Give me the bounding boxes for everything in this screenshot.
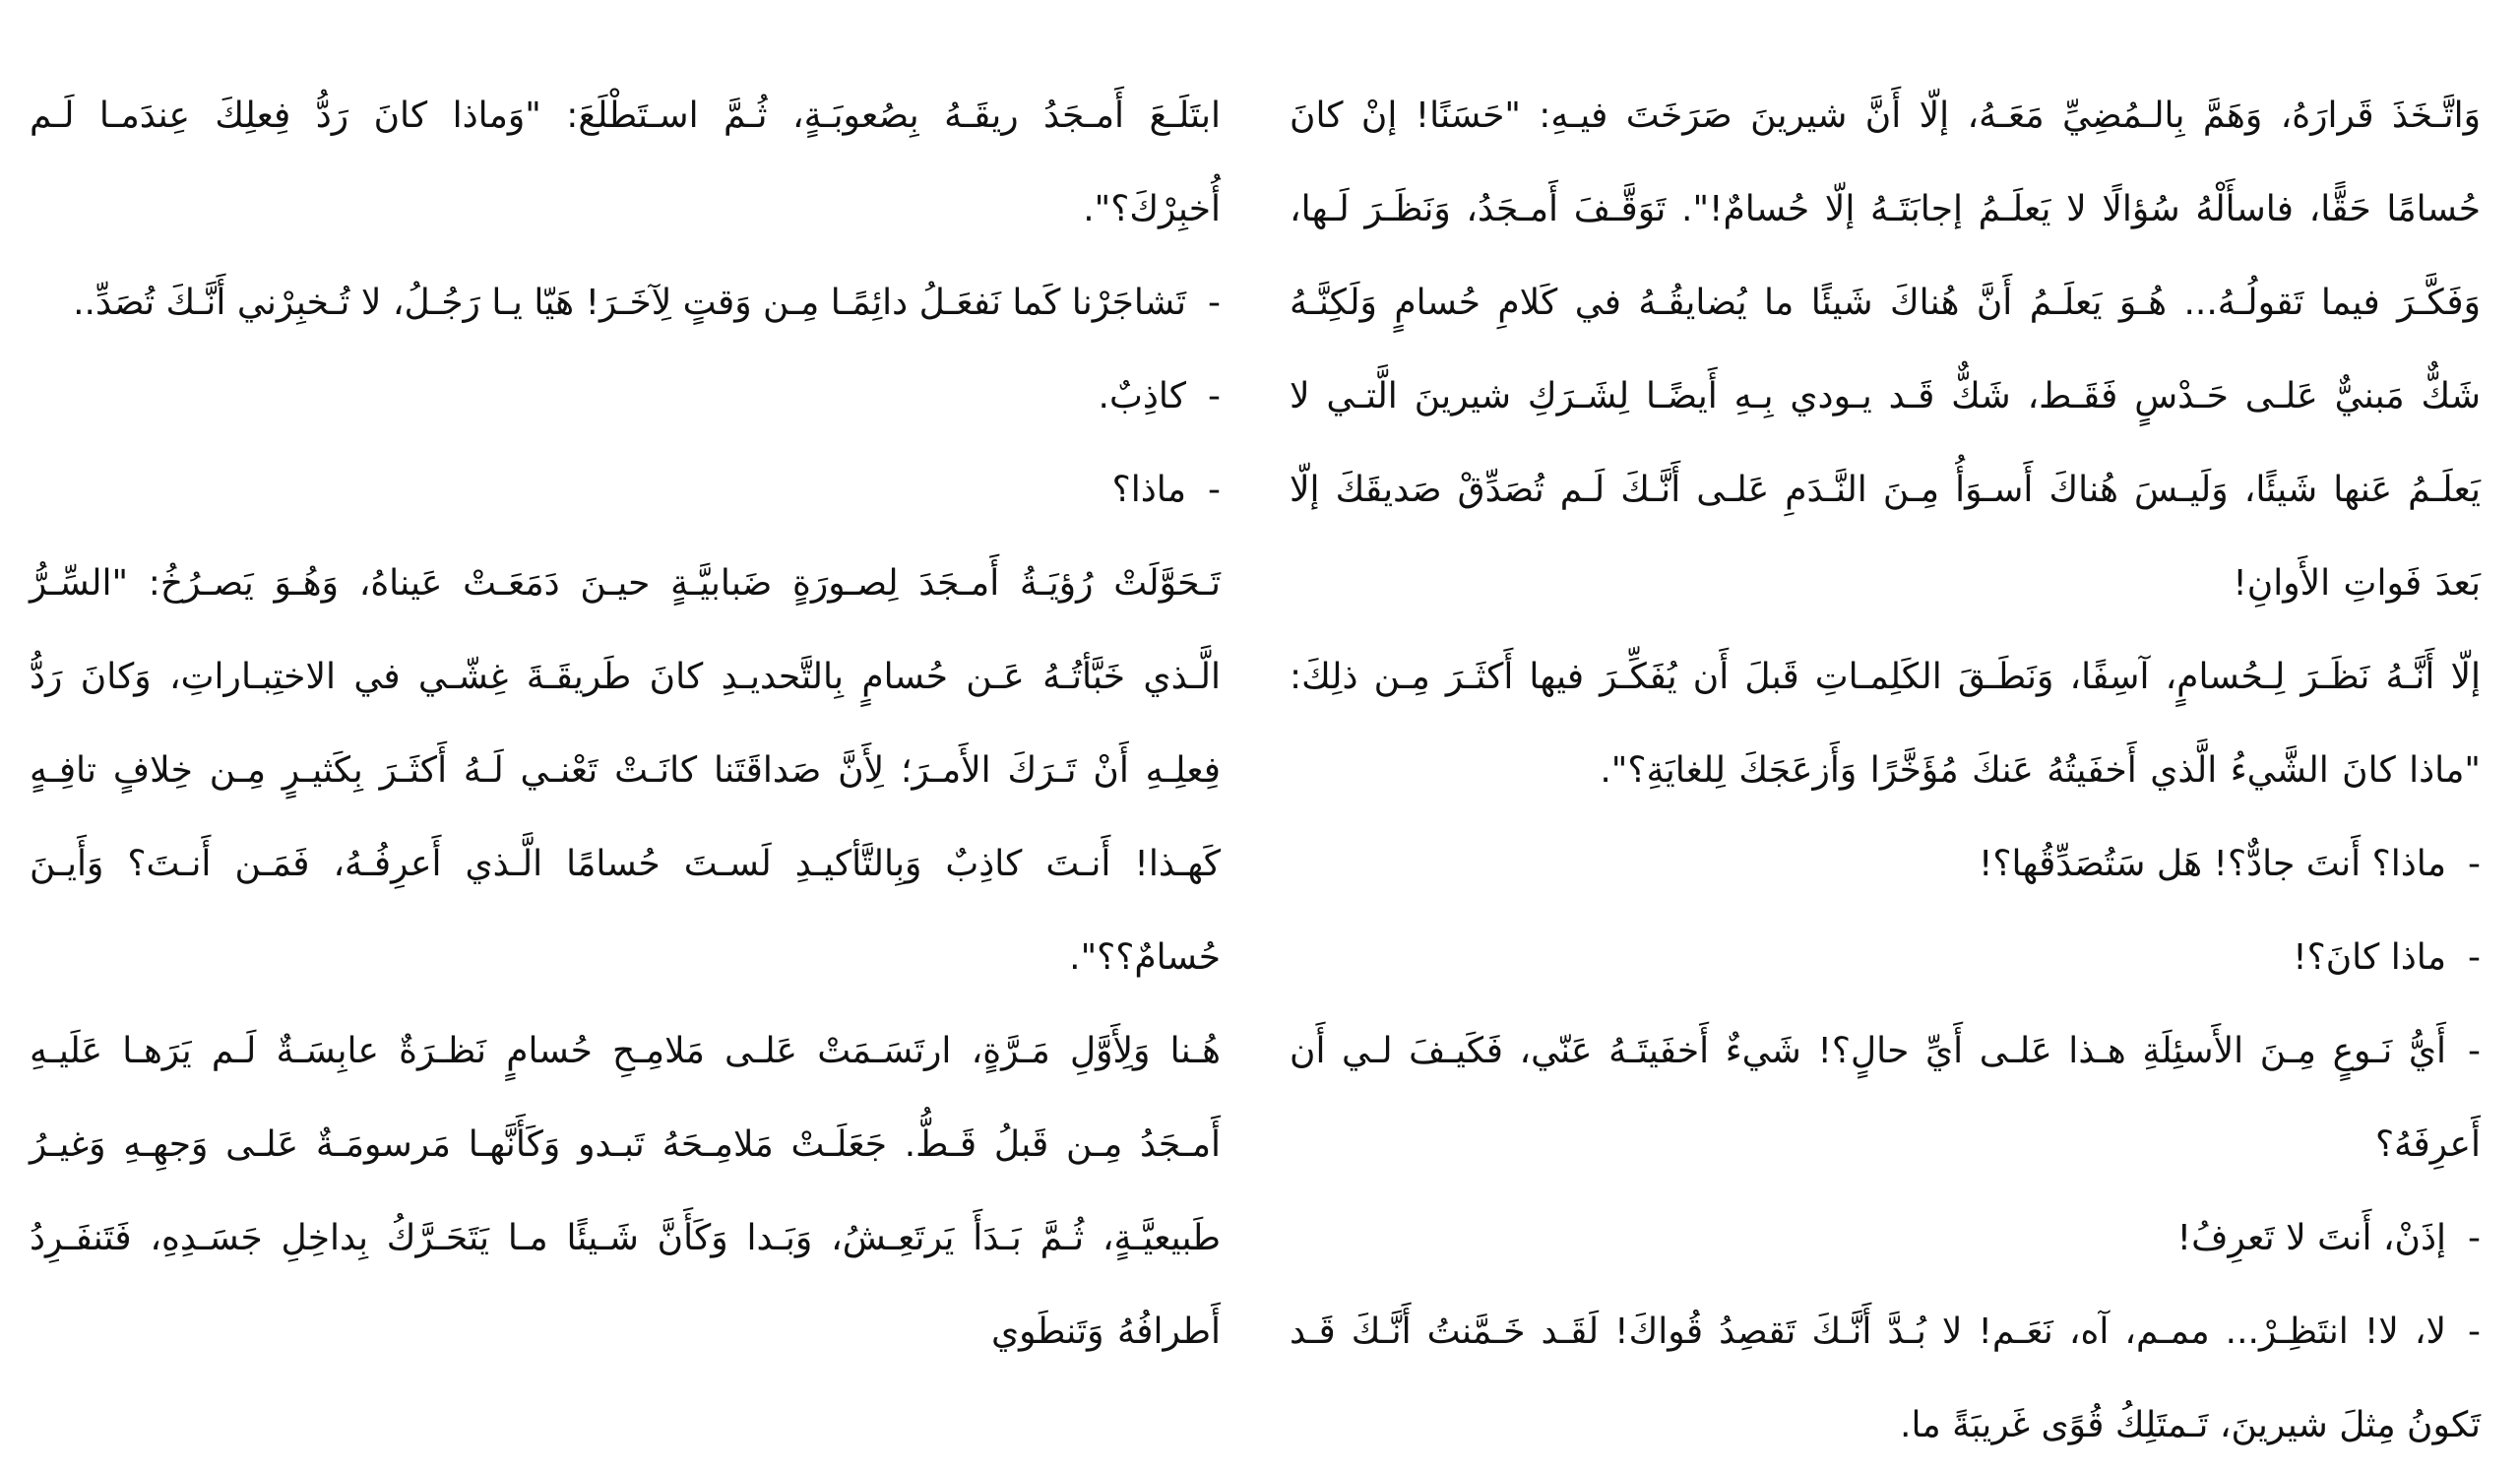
dialogue-text: ماذا؟ bbox=[1111, 470, 1186, 510]
right-text-column bbox=[1290, 69, 2481, 1472]
dialogue-dash: - bbox=[1208, 376, 1221, 416]
dialogue-dash: - bbox=[2468, 1031, 2481, 1071]
dialogue-dash: - bbox=[2468, 937, 2481, 978]
dialogue-dash: - bbox=[2468, 1218, 2481, 1258]
dialogue-line bbox=[1290, 1191, 2481, 1285]
paragraph: ابتَلَـعَ أَمـجَدُ ريقَـهُ بِصُعوبَـةٍ، ثُـمَّ اسـتَطْلَعَ: "وَماذا كانَ رَدُّ فِعلِكَ عِندَمـا لَـم أُخبِرْكَ؟". bbox=[30, 96, 1221, 229]
paragraph: إلّا أَنَّـهُ نَظَـرَ لِـحُسامٍ، آسِفًا، وَنَطَـقَ الكَلِمـاتِ قَبلَ أَن يُفَكِّـرَ فيها أَكثَـرَ مِـن ذلِكَ: "ماذا كانَ الشَّيءُ الَّذي أَخفَيتُهُ عَنكَ مُؤَخَّرًا وَأَزعَجَكَ لِلغايَةِ؟". bbox=[1290, 657, 2481, 791]
dialogue-text: تَشاجَرْنا كَما نَفعَـلُ دائِمًـا مِـن وَقتٍ لِآخَـرَ! هَيّا يـا رَجُـلُ، لا تُـخبِرْني أَنَّـكَ تُصَدِّ.. bbox=[73, 283, 1186, 323]
left-text-column bbox=[30, 69, 1221, 1378]
dialogue-line bbox=[30, 256, 1221, 350]
dialogue-text: إذَنْ، أَنتَ لا تَعرِفُ! bbox=[2176, 1218, 2446, 1258]
paragraph: هُـنا وَلِأَوَّلِ مَـرَّةٍ، ارتَسَـمَتْ عَلـى مَلامِـحِ حُسامٍ نَظـرَةٌ عابِسَـةٌ لَـم يَرَهـا عَلَيـهِ أَمـجَدُ مِـن قَبلُ قَـطُّ. جَعَلَـتْ مَلامِـحَهُ تَبـدو وَكَأَنَّهـا مَرسومَـةٌ عَلـى وَجهِـهِ وَغيـرُ طَبيعيَّـةٍ، ثُـمَّ بَـدَأَ يَرتَعِـشُ، وَبَـدا وَكَأَنَّ شَـيئًا مـا يَتَحَـرَّكُ بِداخِلِ جَسَـدِهِ، فَتَنفَـرِدُ أَطرافُهُ وَتَنطَوي bbox=[30, 1031, 1221, 1352]
dialogue-text: ماذا كانَ؟! bbox=[2293, 937, 2446, 978]
dialogue-line bbox=[30, 350, 1221, 443]
dialogue-dash: - bbox=[1208, 470, 1221, 510]
dialogue-text: لا، لا! انتَظِـرْ... ممـم، آه، نَعَـم! لا بُـدَّ أَنَّـكَ تَقصِدُ قُواكَ! لَقَـد خَـمَّنتُ أَنَّـكَ قَـد تَكونُ مِثلَ شيرينَ، تَـمتَلِكُ قُوًى غَريبَةً ما. bbox=[1290, 1312, 2481, 1445]
dialogue-text: أَيُّ نَـوعٍ مِـنَ الأَسئِلَةِ هـذا عَلـى أَيِّ حالٍ؟! شَيءٌ أَخفَيتَـهُ عَنّي، فَكَيـفَ لـي أَن أَعرِفَهُ؟ bbox=[1290, 1031, 2481, 1165]
dialogue-text: ماذا؟ أَنتَ جادٌّ؟! هَل سَتُصَدِّقُها؟! bbox=[1978, 844, 2446, 884]
dialogue-line bbox=[1290, 1285, 2481, 1472]
dialogue-dash: - bbox=[2468, 1312, 2481, 1352]
dialogue-dash: - bbox=[1208, 283, 1221, 323]
dialogue-line bbox=[1290, 817, 2481, 911]
dialogue-line bbox=[30, 443, 1221, 537]
dialogue-line bbox=[1290, 1004, 2481, 1191]
dialogue-text: كاذِبٌ. bbox=[1098, 376, 1186, 416]
paragraph: تَـحَوَّلَتْ رُؤيَـةُ أَمـجَدَ لِصـورَةٍ ضَبابيَّـةٍ حيـنَ دَمَعَـتْ عَيناهُ، وَهُـوَ يَصـرُخُ: "السِّـرُّ الَّـذي خَبَّأتُـهُ عَـن حُسامٍ بِالتَّحديـدِ كانَ طَريقَـةَ غِشّـي في الاختِبـاراتِ، وَكانَ رَدُّ فِعلِـهِ أَنْ تَـرَكَ الأَمـرَ؛ لِأَنَّ صَداقَتَنا كانَـتْ تَعْنـي لَـهُ أَكثَـرَ بِكَثيـرٍ مِـن خِلافٍ تافِـهٍ كَهـذا! أَنـتَ كاذِبٌ وَبِالتَّأكيـدِ لَسـتَ حُسامًا الَّـذي أَعرِفُـهُ، فَمَـن أَنـتَ؟ وَأَيـنَ حُسامٌ؟؟". bbox=[30, 563, 1221, 978]
dialogue-dash: - bbox=[2468, 844, 2481, 884]
paragraph: وَاتَّـخَذَ قَرارَهُ، وَهَمَّ بِالـمُضِيِّ مَعَـهُ، إلّا أَنَّ شيرينَ صَرَخَتَ فيـهِ: "حَسَنًا! إنْ كانَ حُسامًا حَقًّا، فاسأَلْهُ سُؤالًا لا يَعلَـمُ إجابَتَـهُ إلّا حُسامٌ!". تَوَقَّـفَ أَمـجَدُ، وَنَظَـرَ لَـها، وَفَكَّـرَ فيما تَقولُـهُ... هُـوَ يَعلَـمُ أَنَّ هُناكَ شَيئًا ما يُضايقُـهُ في كَلامِ حُسامٍ وَلَكِنَّـهُ شَكٌّ مَبنيٌّ عَلـى حَـدْسٍ فَقَـط، شَكٌّ قَـد يـودي بِـهِ أَيضًـا لِشَـرَكِ شيرينَ الَّتـي لا يَعلَـمُ عَنها شَيئًا، وَلَيـسَ هُناكَ أَسـوَأُ مِـنَ النَّـدَمِ عَلـى أَنَّـكَ لَـم تُصَدِّقْ صَديقَكَ إلّا بَعدَ فَواتِ الأَوانِ! bbox=[1290, 96, 2481, 604]
dialogue-line bbox=[1290, 911, 2481, 1004]
